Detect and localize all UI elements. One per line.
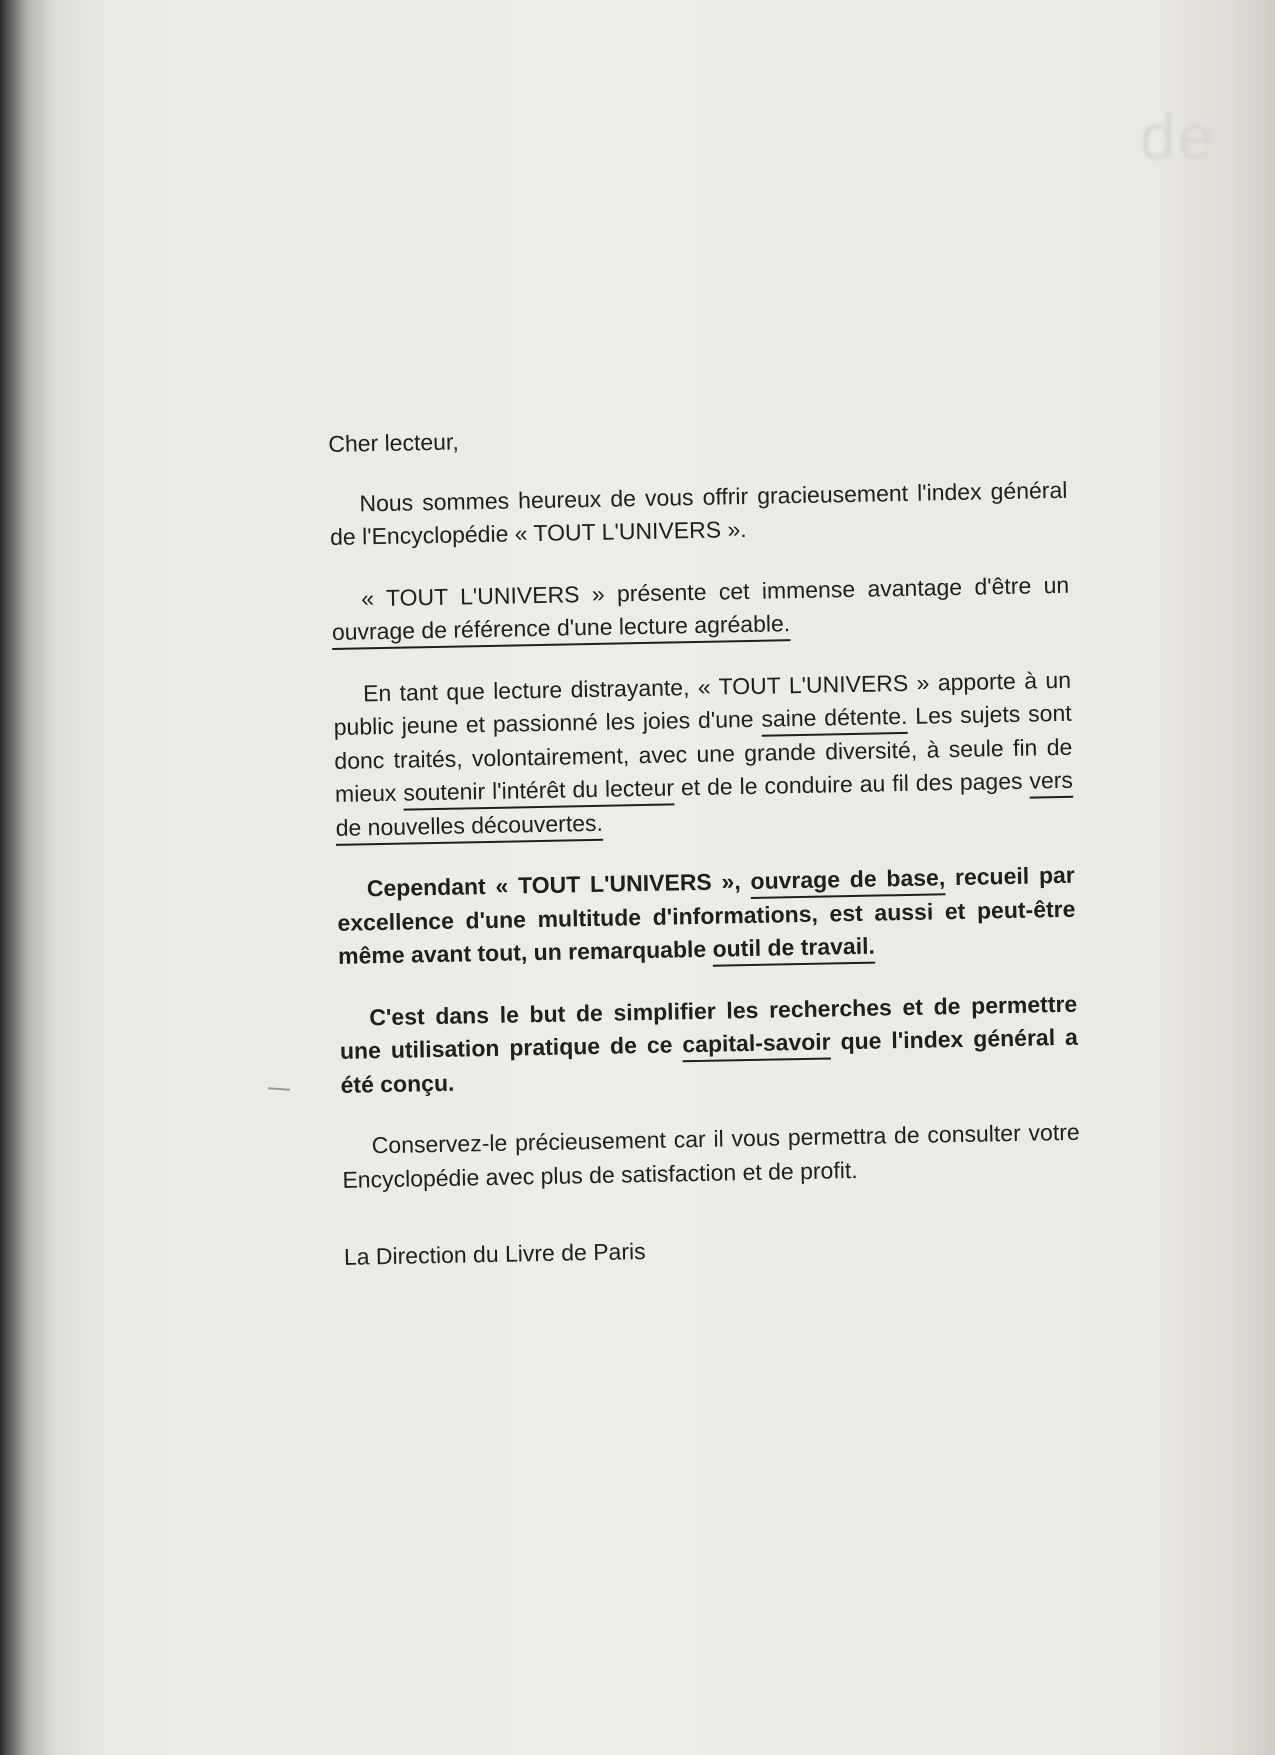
paragraph-advantage bbox=[331, 568, 1070, 649]
text-segment: Cependant « TOUT L'UNIVERS », bbox=[366, 867, 751, 902]
paragraph-purpose bbox=[339, 987, 1079, 1102]
text-segment: Les sujets sont donc traités, volontairement, avec une grande diversité, à seule fin de mieux bbox=[334, 699, 1073, 807]
text-segment: que l'index général a été conçu. bbox=[340, 1023, 1079, 1098]
paragraph-work-tool bbox=[337, 859, 1077, 974]
underlined-phrase: saine détente. bbox=[761, 702, 908, 732]
paragraph-intro: Nous sommes heureux de vous offrir gracieusement l'index général de l'Encyclopédie « TOUT L'UNIVERS ». bbox=[329, 476, 1068, 550]
underlined-phrase: soutenir l'intérêt du lecteur bbox=[403, 774, 675, 806]
underlined-phrase: ouvrage de base, bbox=[750, 864, 946, 894]
text-segment: C'est dans le but de simplifier les recherches et de permettre une utilisation pratique de ce bbox=[339, 990, 1078, 1064]
paragraph-closing: Conservez-le précieusement car il vous permettra de consulter votre Encyclopédie avec plus de satisfaction et de profit. bbox=[342, 1118, 1080, 1193]
underlined-phrase: outil de travail. bbox=[712, 932, 876, 962]
bleed-through-shadow: de bbox=[1140, 101, 1216, 173]
margin-mark bbox=[268, 1087, 290, 1091]
letter-body bbox=[328, 414, 1083, 1303]
text-segment: et de le conduire au fil des pages bbox=[673, 767, 1030, 801]
underlined-phrase: capital-savoir bbox=[682, 1028, 831, 1058]
underlined-phrase: ouvrage de référence d'une lecture agréable. bbox=[331, 610, 791, 645]
text-segment: recueil par excellence d'une multitude d'informations, est aussi et peut-être même avant tout, un remarquable bbox=[337, 861, 1076, 969]
signature: La Direction du Livre de Paris bbox=[343, 1238, 646, 1270]
salutation: Cher lecteur, bbox=[328, 428, 459, 457]
text-segment: En tant que lecture distrayante, « TOUT L'UNIVERS » apporte à un public jeune et passionné les joies d'une bbox=[333, 666, 1072, 740]
text-segment: « TOUT L'UNIVERS » présente cet immense avantage d'être un bbox=[361, 571, 1070, 611]
underlined-phrase: vers de nouvelles découvertes. bbox=[335, 766, 1074, 841]
paragraph-entertainment bbox=[333, 663, 1074, 845]
